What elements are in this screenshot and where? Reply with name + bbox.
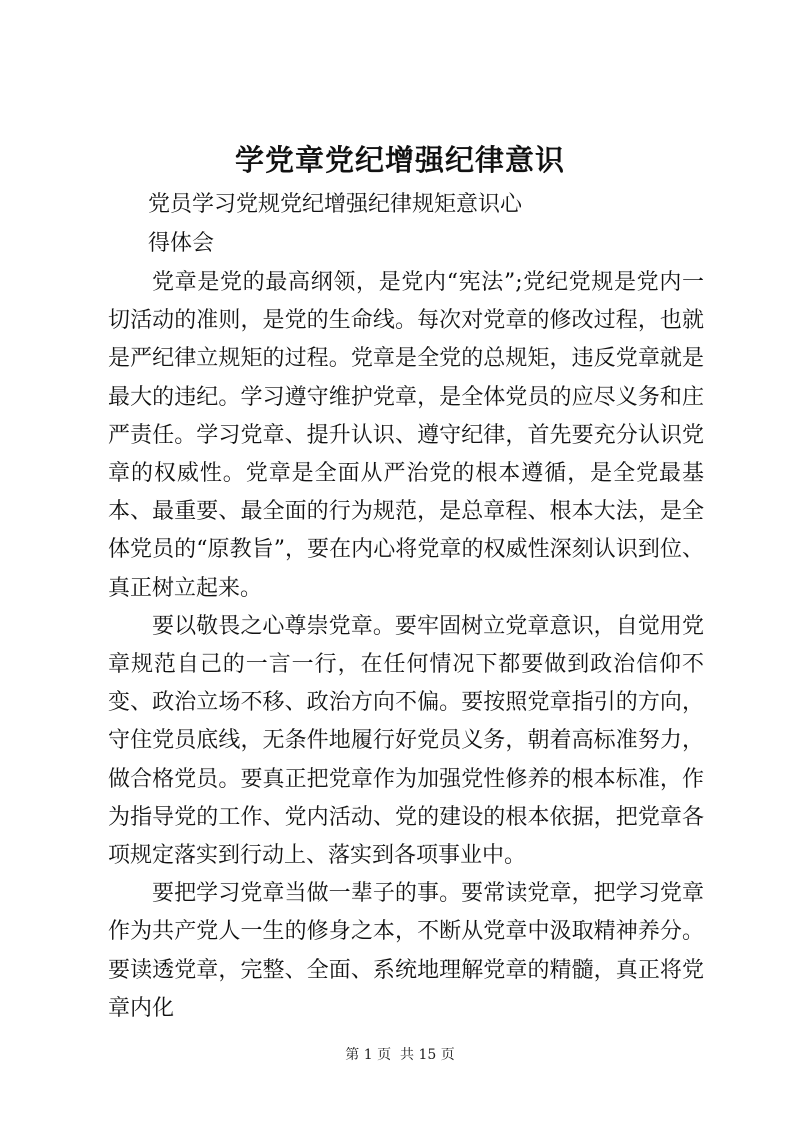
paragraph-2: 要以敬畏之心尊崇党章。要牢固树立党章意识，自觉用党章规范自己的一言一行，在任何情况下都要做到政治信仰不变、政治立场不移、政治方向不偏。要按照党章指引的方向，守住党员底线，无条件地履行好党员义务，朝着高标准努力，做合格党员。要真正把党章作为加强党性修养的根本标准，作为指导党的工作、党内活动、党的建设的根本依据，把党章各项规定落实到行动上、落实到各项事业中。 — [108, 613, 704, 869]
subtitle-line-2: 得体会 — [148, 231, 215, 256]
paragraph-1: 党章是党的最高纲领，是党内“宪法”;党纪党规是党内一切活动的准则，是党的生命线。每次对党章的修改过程，也就是严纪律立规矩的过程。党章是全党的总规矩，违反党章就是最大的违纪。学习遵守维护党章，是全体党员的应尽义务和庄严责任。学习党章、提升认识、遵守纪律，首先要充分认识党章的权威性。党章是全面从严治党的根本遵循，是全党最基本、最重要、最全面的行为规范，是总章程、根本大法，是全体党员的“原教旨”，要在内心将党章的权威性深刻认识到位、真正树立起来。 — [108, 270, 704, 601]
body-text — [108, 264, 704, 1028]
page-footer: 第 1 页 共 15 页 — [345, 1047, 455, 1063]
subtitle-line-1: 党员学习党规党纪增强纪律规矩意识心 — [148, 192, 523, 217]
paragraph-3: 要把学习党章当做一辈子的事。要常读党章，把学习党章作为共产党人一生的修身之本，不断从党章中汲取精神养分。要读透党章，完整、全面、系统地理解党章的精髓，真正将党章内化 — [108, 881, 704, 1021]
document-title: 学党章党纪增强纪律意识 — [234, 143, 565, 177]
